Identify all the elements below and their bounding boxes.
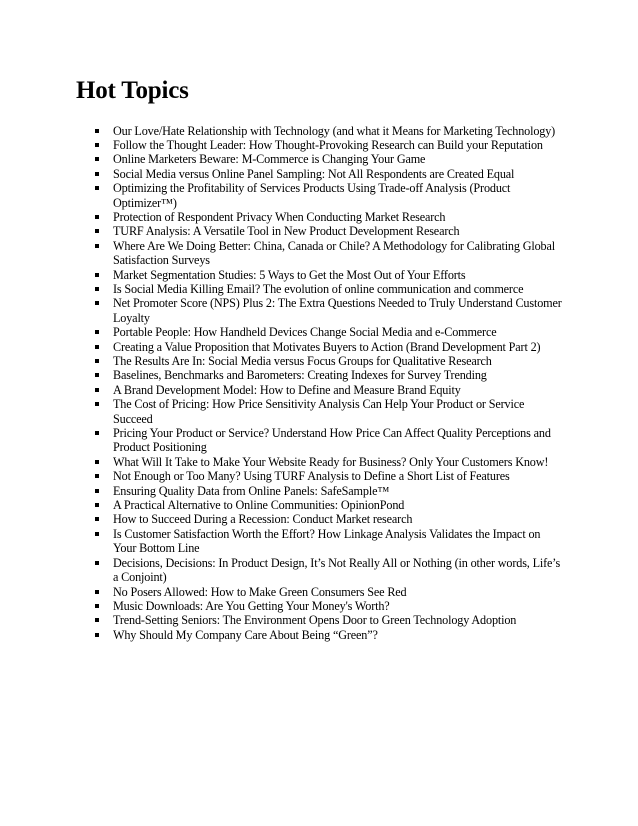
square-bullet-icon <box>95 287 99 291</box>
list-item <box>95 426 565 455</box>
list-item <box>95 455 565 469</box>
list-item <box>95 556 565 585</box>
topic-text: Is Customer Satisfaction Worth the Effort? How Linkage Analysis Validates the Impact on Your Bottom Line <box>113 526 541 556</box>
square-bullet-icon <box>95 345 99 349</box>
square-bullet-icon <box>95 301 99 305</box>
square-bullet-icon <box>95 590 99 594</box>
list-item <box>95 210 565 224</box>
topic-text: Pricing Your Product or Service? Understand How Price Can Affect Quality Perceptions and Product Positioning <box>113 426 551 455</box>
list-item <box>95 181 565 210</box>
list-item <box>95 138 565 152</box>
square-bullet-icon <box>95 388 99 392</box>
list-item <box>95 585 565 599</box>
list-item <box>95 296 565 325</box>
topic-text: Protection of Respondent Privacy When Conducting Market Research <box>113 209 446 224</box>
square-bullet-icon <box>95 172 99 176</box>
list-item <box>95 325 565 339</box>
square-bullet-icon <box>95 373 99 377</box>
topic-text: How to Succeed During a Recession: Conduct Market research <box>113 512 413 527</box>
topic-text: Not Enough or Too Many? Using TURF Analysis to Define a Short List of Features <box>113 469 510 484</box>
topic-text: Baselines, Benchmarks and Barometers: Creating Indexes for Survey Trending <box>113 368 487 383</box>
topic-text: A Brand Development Model: How to Define and Measure Brand Equity <box>113 382 461 397</box>
topic-text: TURF Analysis: A Versatile Tool in New Product Development Research <box>113 224 460 239</box>
topic-text: Ensuring Quality Data from Online Panels: SafeSample™ <box>113 483 390 498</box>
list-item <box>95 124 565 138</box>
square-bullet-icon <box>95 359 99 363</box>
square-bullet-icon <box>95 186 99 190</box>
topic-text: Where Are We Doing Better: China, Canada or Chile? A Methodology for Calibrating Global Satisfaction Surveys <box>113 238 555 268</box>
square-bullet-icon <box>95 460 99 464</box>
square-bullet-icon <box>95 330 99 334</box>
square-bullet-icon <box>95 273 99 277</box>
topic-text: Music Downloads: Are You Getting Your Money's Worth? <box>113 598 390 613</box>
square-bullet-icon <box>95 532 99 536</box>
topic-text: Our Love/Hate Relationship with Technology (and what it Means for Marketing Technology) <box>113 123 556 138</box>
list-item <box>95 599 565 613</box>
topic-text: What Will It Take to Make Your Website Ready for Business? Only Your Customers Know! <box>113 454 549 469</box>
square-bullet-icon <box>95 215 99 219</box>
topic-text: Online Marketers Beware: M-Commerce is Changing Your Game <box>113 152 426 167</box>
square-bullet-icon <box>95 517 99 521</box>
list-item <box>95 613 565 627</box>
list-item <box>95 152 565 166</box>
square-bullet-icon <box>95 489 99 493</box>
topic-text: Social Media versus Online Panel Sampling: Not All Respondents are Created Equal <box>113 166 515 181</box>
list-item <box>95 239 565 268</box>
page-title: Hot Topics <box>76 77 189 104</box>
square-bullet-icon <box>95 157 99 161</box>
topic-list <box>95 124 565 643</box>
square-bullet-icon <box>95 143 99 147</box>
list-item <box>95 167 565 181</box>
list-item <box>95 354 565 368</box>
topic-text: No Posers Allowed: How to Make Green Consumers See Red <box>113 584 407 599</box>
list-item <box>95 469 565 483</box>
square-bullet-icon <box>95 474 99 478</box>
square-bullet-icon <box>95 244 99 248</box>
list-item <box>95 282 565 296</box>
list-item <box>95 498 565 512</box>
square-bullet-icon <box>95 229 99 233</box>
list-item <box>95 368 565 382</box>
list-item <box>95 527 565 556</box>
list-item <box>95 340 565 354</box>
list-item <box>95 268 565 282</box>
topic-text: Decisions, Decisions: In Product Design, It’s Not Really All or Nothing (in other words, Life’s a Conjoint) <box>113 555 561 585</box>
square-bullet-icon <box>95 561 99 565</box>
square-bullet-icon <box>95 402 99 406</box>
list-item <box>95 484 565 498</box>
topic-text: The Cost of Pricing: How Price Sensitivity Analysis Can Help Your Product or Service Succeed <box>113 397 525 426</box>
topic-text: Creating a Value Proposition that Motivates Buyers to Action (Brand Development Part 2) <box>113 339 541 354</box>
topic-text: Net Promoter Score (NPS) Plus 2: The Extra Questions Needed to Truly Understand Customer Loyalty <box>113 296 562 325</box>
topic-text: Market Segmentation Studies: 5 Ways to Get the Most Out of Your Efforts <box>113 267 466 282</box>
topic-text: Optimizing the Profitability of Services Products Using Trade-off Analysis (Product Optimizer™) <box>113 181 511 210</box>
square-bullet-icon <box>95 431 99 435</box>
list-item <box>95 224 565 238</box>
topic-text: Portable People: How Handheld Devices Change Social Media and e-Commerce <box>113 325 497 340</box>
topic-text: Is Social Media Killing Email? The evolution of online communication and commerce <box>113 281 524 296</box>
square-bullet-icon <box>95 633 99 637</box>
topic-text: Why Should My Company Care About Being “Green”? <box>113 627 378 642</box>
list-item <box>95 628 565 642</box>
list-item <box>95 383 565 397</box>
square-bullet-icon <box>95 503 99 507</box>
list-item <box>95 397 565 426</box>
square-bullet-icon <box>95 604 99 608</box>
topic-text: The Results Are In: Social Media versus Focus Groups for Qualitative Research <box>113 354 492 368</box>
topic-text: A Practical Alternative to Online Communities: OpinionPond <box>113 498 405 513</box>
square-bullet-icon <box>95 129 99 133</box>
square-bullet-icon <box>95 618 99 622</box>
topic-text: Follow the Thought Leader: How Thought-Provoking Research can Build your Reputation <box>113 137 543 152</box>
topic-text: Trend-Setting Seniors: The Environment Opens Door to Green Technology Adoption <box>113 613 517 628</box>
list-item <box>95 512 565 526</box>
